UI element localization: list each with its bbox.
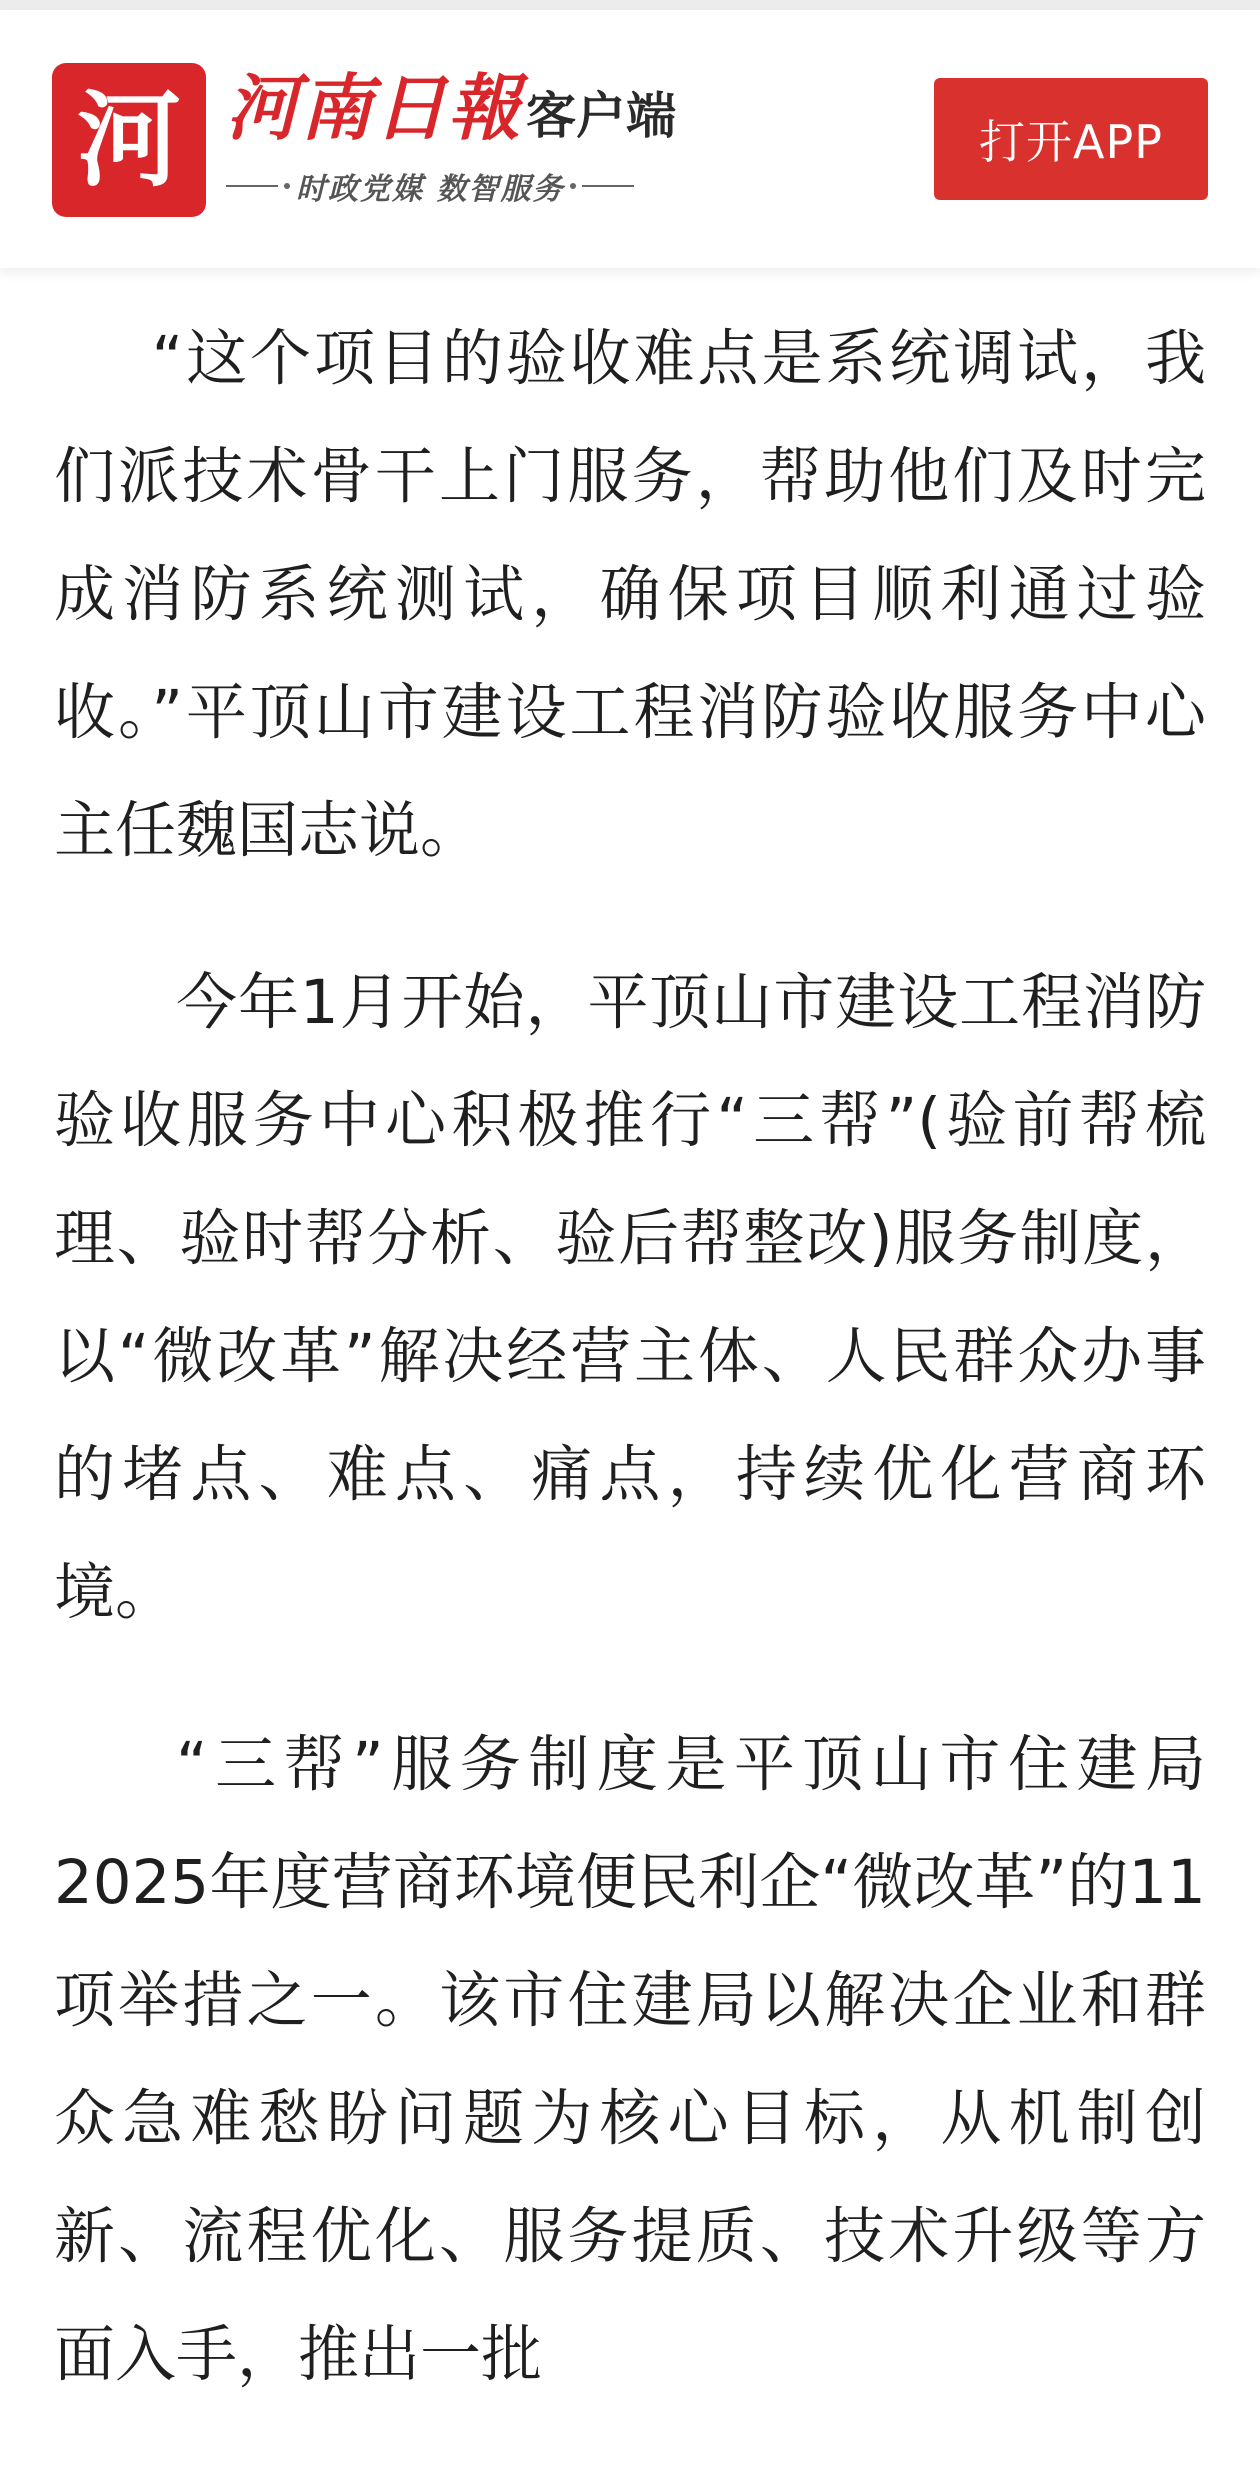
site-header [0, 10, 1260, 268]
status-strip [0, 0, 1260, 10]
brand-suffix: 客户端 [526, 87, 677, 145]
article-paragraph: “三帮”服务制度是平顶山市住建局2025年度营商环境便民利企“微改革”的11项举措之一。该市住建局以解决企业和群众急难愁盼问题为核心目标，从机制创新、流程优化、服务提质、技术升级等方面入手，推出一批 [54, 1729, 1206, 2390]
slogan-left-line [226, 185, 278, 187]
henan-daily-logo[interactable] [52, 63, 676, 217]
article-paragraph: “这个项目的验收难点是系统调试，我们派技术骨干上门服务，帮助他们及时完成消防系统测试，确保项目顺利通过验收。”平顶山市建设工程消防验收服务中心主任魏国志说。 [54, 323, 1206, 866]
slogan-right-dot [570, 183, 576, 189]
open-app-button[interactable]: 打开APP [934, 78, 1208, 200]
slogan-left-dot [284, 183, 290, 189]
logo-badge-icon [52, 63, 206, 217]
logo-text [226, 63, 676, 217]
slogan [226, 164, 676, 208]
article-paragraph: 今年1月开始，平顶山市建设工程消防验收服务中心积极推行“三帮”(验前帮梳理、验时帮分析、验后帮整改)服务制度，以“微改革”解决经营主体、人民群众办事的堵点、难点、痛点，持续优化营商环境。 [54, 967, 1206, 1628]
logo-badge-char: 河 [76, 78, 181, 201]
brand-name: 河南日報 [226, 65, 523, 150]
slogan-text: 时政党媒 数智服务 [296, 172, 565, 207]
slogan-right-line [582, 185, 634, 187]
article-body [54, 300, 1206, 2468]
brand-row [226, 65, 677, 150]
